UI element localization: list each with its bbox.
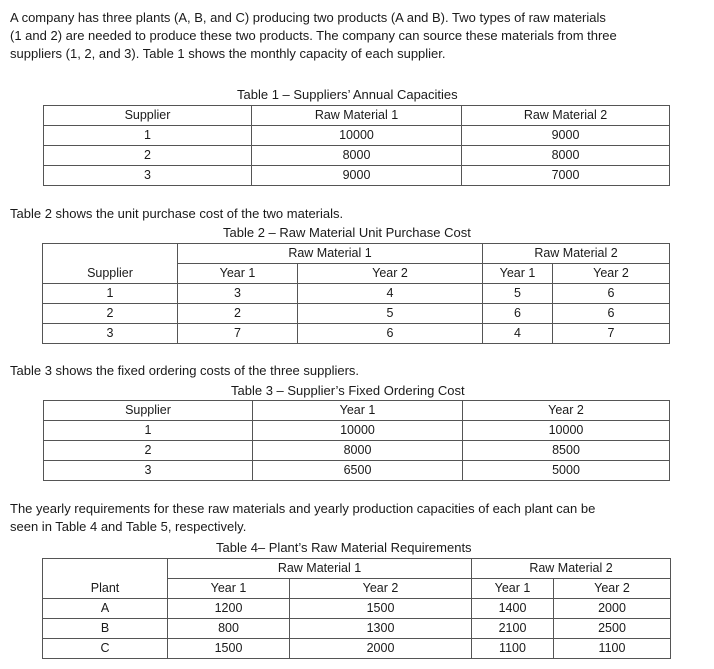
table-cell: 4 — [483, 324, 553, 344]
table-cell: 1300 — [290, 619, 472, 639]
table-cell: 5000 — [463, 461, 670, 481]
table-row — [43, 559, 671, 579]
table-cell: 2500 — [554, 619, 671, 639]
table-cell: 8000 — [253, 441, 463, 461]
table-cell: 10000 — [463, 421, 670, 441]
table-cell: 10000 — [253, 421, 463, 441]
table-cell: 7000 — [462, 166, 670, 186]
table3 — [43, 400, 670, 481]
table3-intro: Table 3 shows the fixed ordering costs of the three suppliers. — [10, 363, 360, 378]
table-cell: 8000 — [462, 146, 670, 166]
table2-caption: Table 2 – Raw Material Unit Purchase Cost — [223, 225, 471, 240]
intro-line: suppliers (1, 2, and 3). Table 1 shows the monthly capacity of each supplier. — [10, 46, 446, 61]
table-group-header: Raw Material 2 — [483, 244, 670, 264]
table-cell: 3 — [44, 166, 252, 186]
table-header-cell: Year 1 — [253, 401, 463, 421]
table-header-cell — [43, 244, 178, 264]
table-header-cell: Year 1 — [178, 264, 298, 284]
table-cell: 1100 — [554, 639, 671, 659]
table-row — [44, 461, 670, 481]
intro-line: A company has three plants (A, B, and C) producing two products (A and B). Two types of raw materials — [10, 10, 606, 25]
table-header-cell: Raw Material 1 — [252, 106, 462, 126]
table-cell: 1500 — [168, 639, 290, 659]
table-header-cell: Supplier — [44, 401, 253, 421]
table-cell: 1400 — [472, 599, 554, 619]
table-cell: 9000 — [252, 166, 462, 186]
table-row — [43, 264, 670, 284]
table-header-cell: Year 2 — [298, 264, 483, 284]
table-row — [44, 126, 670, 146]
table-header-cell: Plant — [43, 579, 168, 599]
table-cell: 1500 — [290, 599, 472, 619]
table-cell: 8000 — [252, 146, 462, 166]
table-cell: 1 — [44, 421, 253, 441]
table4-caption: Table 4– Plant’s Raw Material Requirements — [216, 540, 472, 555]
table-row — [44, 106, 670, 126]
table-header-cell: Year 1 — [472, 579, 554, 599]
table-cell: 2 — [43, 304, 178, 324]
table-cell: A — [43, 599, 168, 619]
table-row — [43, 599, 671, 619]
table-header-cell: Year 2 — [290, 579, 472, 599]
table-cell: 3 — [43, 324, 178, 344]
table-row — [43, 324, 670, 344]
table-cell: 2000 — [290, 639, 472, 659]
table-header-cell: Year 1 — [168, 579, 290, 599]
table-group-header: Raw Material 1 — [178, 244, 483, 264]
table-row — [43, 304, 670, 324]
table-cell: 6500 — [253, 461, 463, 481]
table-cell: 8500 — [463, 441, 670, 461]
table-header-cell: Year 2 — [463, 401, 670, 421]
table-cell: 5 — [298, 304, 483, 324]
table-cell: 1 — [43, 284, 178, 304]
table-row — [43, 579, 671, 599]
table-cell: 1100 — [472, 639, 554, 659]
table-group-header: Raw Material 2 — [472, 559, 671, 579]
table-header-cell: Supplier — [44, 106, 252, 126]
table-cell: 2100 — [472, 619, 554, 639]
intro-paragraph — [10, 9, 617, 63]
table-cell: C — [43, 639, 168, 659]
table-cell: 1200 — [168, 599, 290, 619]
table-cell: B — [43, 619, 168, 639]
table4-intro — [10, 500, 595, 536]
table-row — [43, 284, 670, 304]
table2 — [42, 243, 670, 344]
table1-caption: Table 1 – Suppliers’ Annual Capacities — [237, 87, 458, 102]
table4 — [42, 558, 671, 659]
table-cell: 7 — [553, 324, 670, 344]
table-cell: 5 — [483, 284, 553, 304]
table-cell: 6 — [553, 284, 670, 304]
table-cell: 10000 — [252, 126, 462, 146]
table4-intro-line: seen in Table 4 and Table 5, respectively. — [10, 519, 247, 534]
table-cell: 6 — [483, 304, 553, 324]
table-header-cell: Year 2 — [554, 579, 671, 599]
table-row — [44, 441, 670, 461]
table-cell: 4 — [298, 284, 483, 304]
table3-caption: Table 3 – Supplier’s Fixed Ordering Cost — [231, 383, 465, 398]
table-row — [44, 146, 670, 166]
table-group-header: Raw Material 1 — [168, 559, 472, 579]
table-cell: 2 — [178, 304, 298, 324]
table-cell: 2 — [44, 146, 252, 166]
table4-intro-line: The yearly requirements for these raw materials and yearly production capacities of each plant can be — [10, 501, 596, 516]
table-cell: 2000 — [554, 599, 671, 619]
table-header-cell: Supplier — [43, 264, 178, 284]
table1 — [43, 105, 670, 186]
table-cell: 7 — [178, 324, 298, 344]
table-row — [43, 619, 671, 639]
table-cell: 3 — [178, 284, 298, 304]
table-cell: 6 — [298, 324, 483, 344]
table-cell: 9000 — [462, 126, 670, 146]
table2-intro: Table 2 shows the unit purchase cost of the two materials. — [10, 206, 344, 221]
table-cell: 3 — [44, 461, 253, 481]
table-cell: 2 — [44, 441, 253, 461]
table-cell: 800 — [168, 619, 290, 639]
table-row — [44, 401, 670, 421]
table-row — [44, 166, 670, 186]
table-header-cell — [43, 559, 168, 579]
table-header-cell: Year 2 — [553, 264, 670, 284]
table-cell: 1 — [44, 126, 252, 146]
table-row — [43, 639, 671, 659]
table-cell: 6 — [553, 304, 670, 324]
table-row — [44, 421, 670, 441]
table-row — [43, 244, 670, 264]
intro-line: (1 and 2) are needed to produce these two products. The company can source these materials from three — [10, 28, 617, 43]
table-header-cell: Raw Material 2 — [462, 106, 670, 126]
table-header-cell: Year 1 — [483, 264, 553, 284]
